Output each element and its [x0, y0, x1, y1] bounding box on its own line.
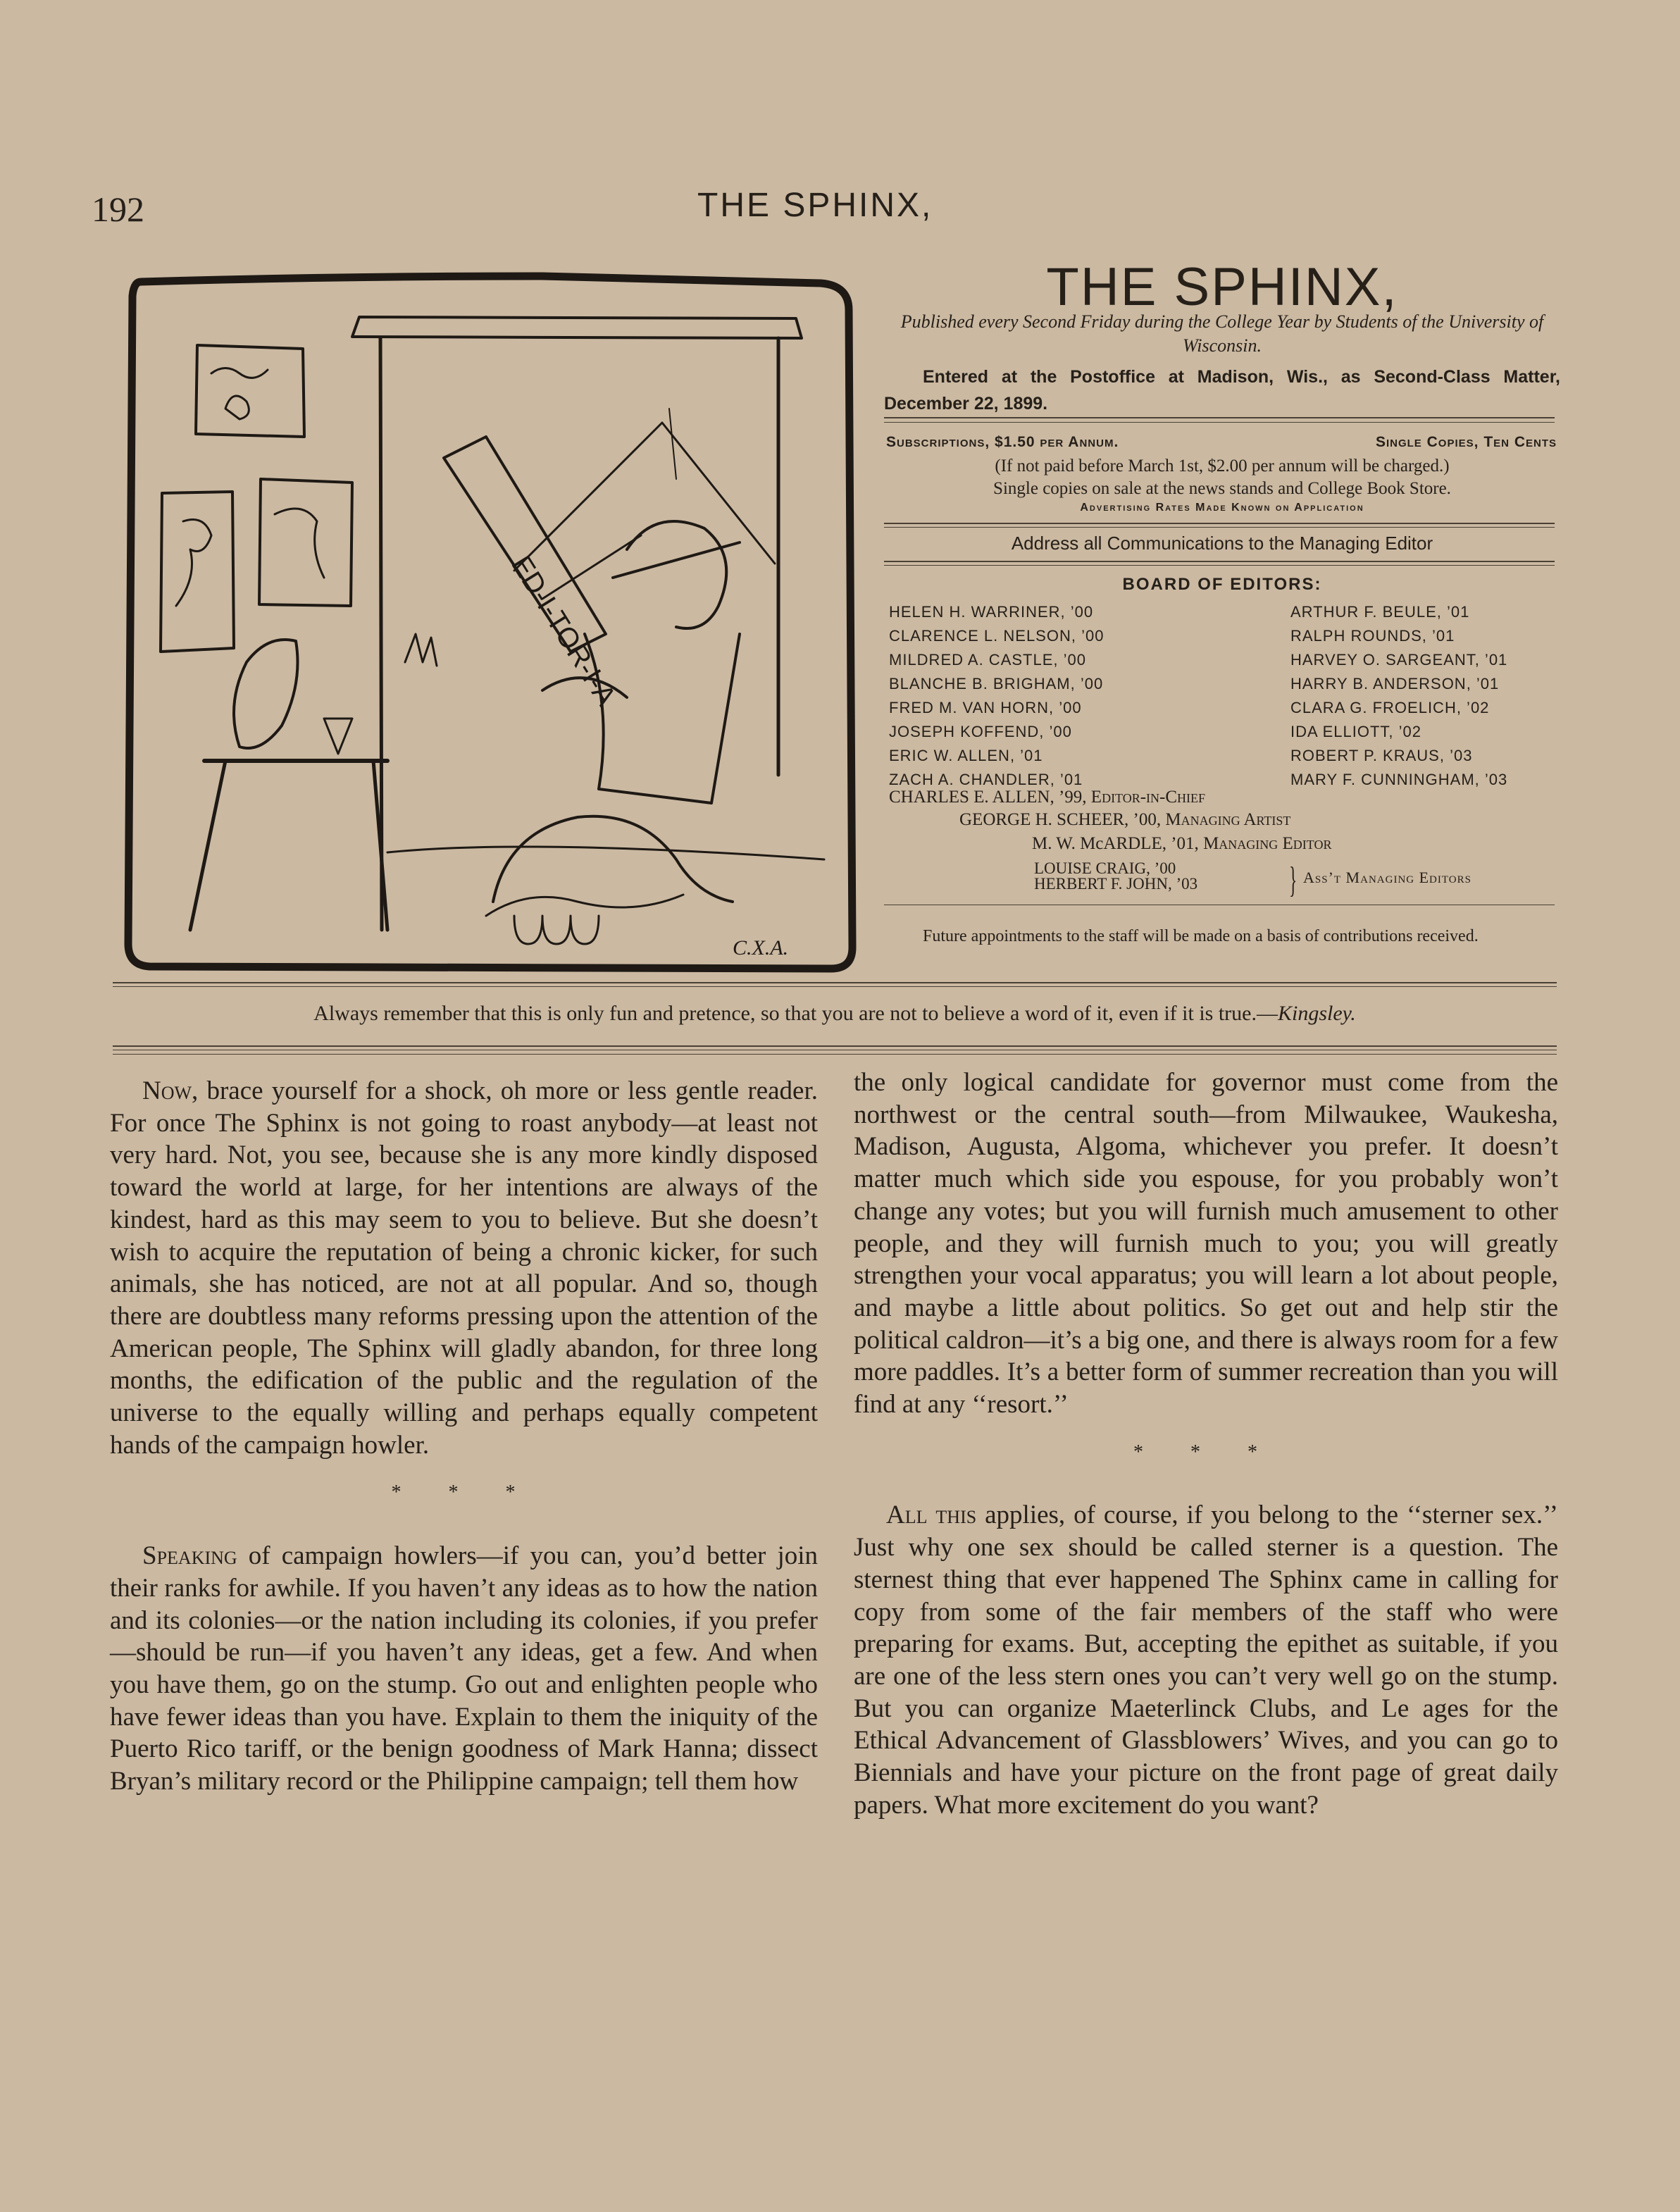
editor-name: HELEN H. WARRINER, ’00 [889, 603, 1094, 621]
editor-name: BLANCHE B. BRIGHAM, ’00 [889, 675, 1104, 692]
divider [113, 1045, 1557, 1047]
article-column-left [110, 1075, 818, 1798]
officer-name: GEORGE H. SCHEER, ’00, [959, 810, 1162, 829]
managing-artist [959, 810, 1290, 830]
officer-name: M. W. McARDLE, ’01, [1032, 834, 1199, 853]
paragraph-text: brace yourself for a shock, oh more or less gentle reader. For once The Sphinx is not going to roast anybody—at least not very hard. Not, you see, because she is any more kindly disposed toward the world at large, for her intentions are always of the kindest, hard as this may seem to you to believe. But she doesn’t wish to acquire the reputation of being a chronic kicker, for such animals, she has noticed, are not at all popular. And so, though there are doubtless many reforms pressing upon the attention of the American people, The Sphinx will gladly abandon, for three long months, the edification of the public and the regulation of the universe to the equally willing and perhaps equally competent hands of the campaign howler. [110, 1076, 818, 1460]
running-title: THE SPHINX, [697, 187, 933, 224]
lead-word: Now, [142, 1076, 199, 1105]
editor-name: ARTHUR F. BEULE, ’01 [1290, 603, 1470, 621]
asst-editors-title: Ass’t Managing Editors [1303, 869, 1471, 886]
editor-name: FRED M. VAN HORN, ’00 [889, 699, 1082, 716]
board-heading: BOARD OF EDITORS: [1122, 575, 1322, 594]
editor-name: ROBERT P. KRAUS, ’03 [1290, 747, 1473, 764]
motto [113, 1002, 1557, 1026]
divider [113, 982, 1557, 983]
divider [884, 523, 1555, 524]
editor-in-chief [889, 788, 1205, 807]
section-break: * * * [1133, 1441, 1278, 1463]
officer-title: Editor-in-Chief [1090, 788, 1206, 807]
paragraph [110, 1540, 818, 1798]
masthead-title: THE SPHINX, [1046, 257, 1398, 317]
paragraph: the only logical candidate for governor must come from the northwest or the central south—from Milwaukee, Waukesha, Madison, Augusta, Algoma, whichever you prefer. It doesn’t matter much which side you espouse, for you probably won’t change any votes; but you will furnish much amusement to other people, and they will furnish much to you; you will greatly strengthen your vocal apparatus; you will learn a lot about people, and maybe a little about politics. So get out and help stir the political caldron—it’s a big one, and there is always room for a few more paddles. It’s a better form of summer recreation than you will find at any ‘‘resort.’’ [854, 1068, 1558, 1419]
motto-text: Always remember that this is only fun and pretence, so that you are not to believe a word of it, even if it is true.— [313, 1002, 1278, 1025]
single-copy-price: Single Copies, Ten Cents [1375, 434, 1557, 450]
editor-name: ZACH A. CHANDLER, ’01 [889, 771, 1083, 788]
divider [884, 565, 1555, 566]
advertising-note: Advertising Rates Made Known on Application [1080, 502, 1364, 514]
subscription-row [886, 434, 1557, 451]
motto-author: Kingsley. [1277, 1002, 1356, 1025]
entry-text: Entered at the Postoffice at Madison, Wis., as Second-Class Matter, December 22, 1899. [884, 367, 1560, 414]
divider [113, 986, 1557, 987]
paragraph [854, 1499, 1558, 1821]
divider [884, 561, 1555, 562]
asst-editor-name: LOUISE CRAIG, ’00 [1034, 859, 1176, 877]
officer-title: Managing Editor [1203, 834, 1332, 853]
publication-line: Published every Second Friday during the College Year by Students of the University of Wisconsin. [900, 311, 1544, 356]
page-number: 192 [92, 189, 144, 229]
section-break: * * * [391, 1481, 537, 1504]
bracket-icon: } [1289, 860, 1298, 900]
sale-note: Single copies on sale at the news stands and College Book Store. [993, 479, 1451, 498]
address-note: Address all Communications to the Managing Editor [1011, 533, 1433, 554]
editor-name: JOSEPH KOFFEND, ’00 [889, 723, 1072, 740]
editor-name: ERIC W. ALLEN, ’01 [889, 747, 1043, 764]
managing-editor [1032, 834, 1331, 854]
future-appointments-note: Future appointments to the staff will be made on a basis of contributions received. [923, 927, 1479, 945]
scroll-text: ED-I-TOR-I-A [505, 550, 622, 712]
editor-name: CLARA G. FROELICH, ’02 [1290, 699, 1490, 716]
editor-name: HARVEY O. SARGEANT, ’01 [1290, 651, 1508, 669]
divider [884, 527, 1555, 528]
subscription-price: Subscriptions, $1.50 per Annum. [886, 434, 1119, 450]
editor-name: RALPH ROUNDS, ’01 [1290, 627, 1455, 645]
artist-signature: C.X.A. [733, 936, 789, 959]
lead-word: All this [886, 1500, 977, 1530]
paragraph [110, 1075, 818, 1461]
officer-name: CHARLES E. ALLEN, ’99, [889, 788, 1087, 807]
editor-name: IDA ELLIOTT, ’02 [1290, 723, 1421, 740]
lead-word: Speaking [142, 1541, 237, 1571]
officer-title: Managing Artist [1165, 810, 1291, 829]
postoffice-entry [884, 364, 1560, 417]
editor-name: HARRY B. ANDERSON, ’01 [1290, 675, 1500, 692]
asst-editor-name: HERBERT F. JOHN, ’03 [1034, 875, 1198, 893]
paragraph-text: applies, of course, if you belong to the ‘‘sterner sex.’’ Just why one sex should be called sterner is a question. The sternest thing that ever happened The Sphinx came in calling for copy from some of the fair members of the staff who were preparing for exams. But, accepting the epithet as suitable, if you are one of the less stern ones you can’t very well go on the stump. But you can organize Maeterlinck Clubs, and Le ages for the Ethical Advancement of Glassblowers’ Wives, and you can go to Biennials and have your picture on the front page of great daily papers. What more excitement do you want? [854, 1500, 1558, 1820]
divider [113, 1054, 1557, 1055]
editor-name: MARY F. CUNNINGHAM, ’03 [1290, 771, 1508, 788]
editor-name: MILDRED A. CASTLE, ’00 [889, 651, 1086, 669]
paragraph-text: of campaign howlers—if you can, you’d better join their ranks for awhile. If you haven’t any ideas as to how the nation and its colonies—or the nation including its colonies, if you prefer—should be run—if you haven’t any ideas, get a few. And when you have them, go on the stump. Go out and enlighten people who have fewer ideas than you have. Explain to them the iniquity of the Puerto Rico tariff, or the benign goodness of Mark Hanna; dissect Bryan’s military record or the Philippine campaign; tell them how [110, 1541, 818, 1796]
divider [884, 417, 1555, 418]
article-column-right [854, 1067, 1558, 1821]
divider [884, 422, 1555, 423]
editor-name: CLARENCE L. NELSON, ’00 [889, 627, 1105, 645]
late-payment-note: (If not paid before March 1st, $2.00 per annum will be charged.) [995, 456, 1450, 476]
cartoon-illustration [120, 268, 859, 976]
